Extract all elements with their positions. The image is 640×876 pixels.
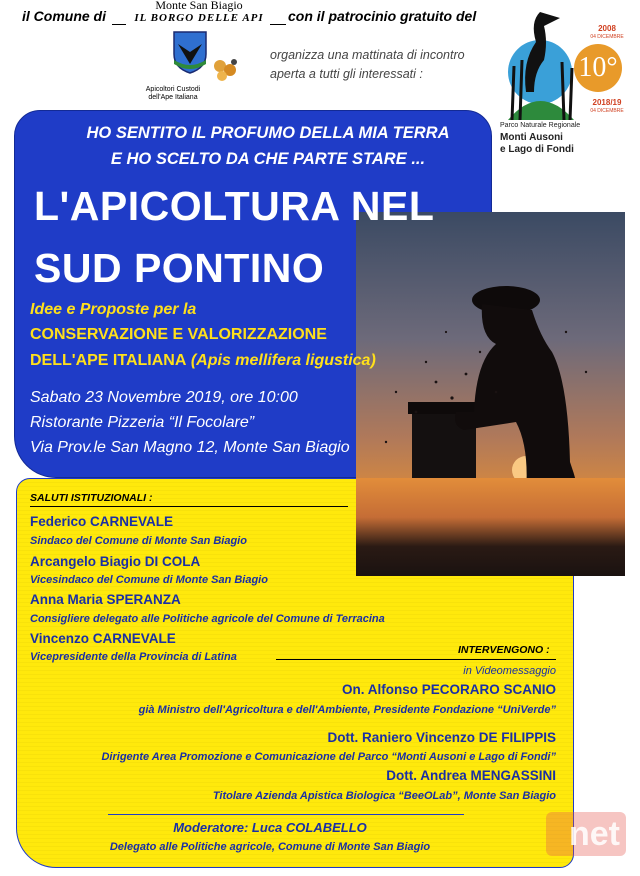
heron-icon [500,2,582,120]
anniversary-badge: 10° [574,44,622,92]
moderatore-divider [108,814,464,815]
intervengono-heading: INTERVENGONO : [458,644,550,656]
borgo-delle-api-logo [128,0,270,104]
quote-line-1: HO SENTITO IL PROFUMO DELLA MIA TERRA [86,124,450,142]
saluti-person-name: Federico CARNEVALE [30,514,174,529]
saluti-person-name: Anna Maria SPERANZA [30,592,181,607]
parco-name-1: Parco Naturale Regionale [500,122,581,129]
saluti-person-role: Sindaco del Comune di Monte San Biagio [30,535,247,547]
coat-of-arms-icon [172,30,208,74]
underline [112,24,126,25]
event-title-line-2: SUD PONTINO [34,245,325,291]
beekeeper-photo-bottom [356,478,625,576]
organizza-line-2: aperta a tutti gli interessati : [270,67,423,81]
saluti-person-role: Vicesindaco del Comune di Monte San Biagio [30,574,268,586]
borgo-subtitle: IL BORGO DELLE API [134,12,264,24]
speaker-name: Dott. Raniero Vincenzo DE FILIPPIS [327,730,556,745]
watermark-logo [546,812,626,856]
intervengono-underline [276,659,556,660]
parco-logo [500,2,632,162]
saluti-heading: SALUTI ISTITUZIONALI : [30,492,153,504]
saluti-person-role: Vicepresidente della Provincia di Latina [30,651,237,663]
parco-date-top: 04 DICEMBRE [590,34,624,40]
conservazione-line: CONSERVAZIONE E VALORIZZAZIONE [30,326,327,343]
event-venue: Ristorante Pizzeria “Il Focolare” [30,414,255,431]
patrocinio-label: con il patrocinio gratuito del [288,8,477,24]
speaker-name: On. Alfonso PECORARO SCANIO [341,682,556,697]
ape-italiana-line [30,347,376,374]
event-address: Via Prov.le San Magno 12, Monte San Biagio [30,439,350,456]
speaker-role: Dirigente Area Promozione e Comunicazione del Parco “Monti Ausoni e Lago di Fondi” [101,751,556,763]
ape-italiana-text: DELL'APE ITALIANA [30,352,187,369]
saluti-person-name: Vincenzo CARNEVALE [30,631,176,646]
speaker-name: Dott. Andrea MENGASSINI [386,768,556,783]
custodi-caption: Apicoltori Custodi dell'Ape Italiana [145,86,201,101]
saluti-person-role: Consigliere delegato alle Politiche agricole del Comune di Terracina [30,613,385,625]
saluti-person-name: Arcangelo Biagio DI COLA [30,554,201,569]
parco-year-bot: 2018/19 [592,98,622,107]
comune-di-label: il Comune di [22,8,106,24]
borgo-town-name: Monte San Biagio [155,0,243,12]
honeycomb-icon [210,56,242,84]
event-date: Sabato 23 Novembre 2019, ore 10:00 [30,389,298,406]
saluti-underline [30,506,348,507]
speaker-role: Titolare Azienda Apistica Biologica “BeeOLab”, Monte San Biagio [212,790,556,802]
quote-line-2: E HO SCELTO DA CHE PARTE STARE ... [110,150,426,168]
watermark-text: net [569,815,620,853]
apis-latin-name: (Apis mellifera ligustica) [190,352,376,369]
parco-name-3: e Lago di Fondi [500,144,574,155]
videomessaggio-note: in Videomessaggio [463,665,556,677]
idee-line: Idee e Proposte per la [30,301,197,318]
moderatore-label: Moderatore: Luca COLABELLO [173,820,367,835]
parco-date-bot: 04 DICEMBRE [590,108,624,114]
speaker-role: già Ministro dell'Agricoltura e dell'Ambiente, Presidente Fondazione “UniVerde” [138,704,556,716]
parco-year-top: 2008 [598,24,616,33]
moderatore-role: Delegato alle Politiche agricole, Comune di Monte San Biagio [109,841,431,853]
event-title-line-1: L'APICOLTURA NEL [34,183,435,229]
organizza-line-1: organizza una mattinata di incontro [270,48,465,62]
parco-name-2: Monti Ausoni [500,132,563,143]
underline [270,24,286,25]
